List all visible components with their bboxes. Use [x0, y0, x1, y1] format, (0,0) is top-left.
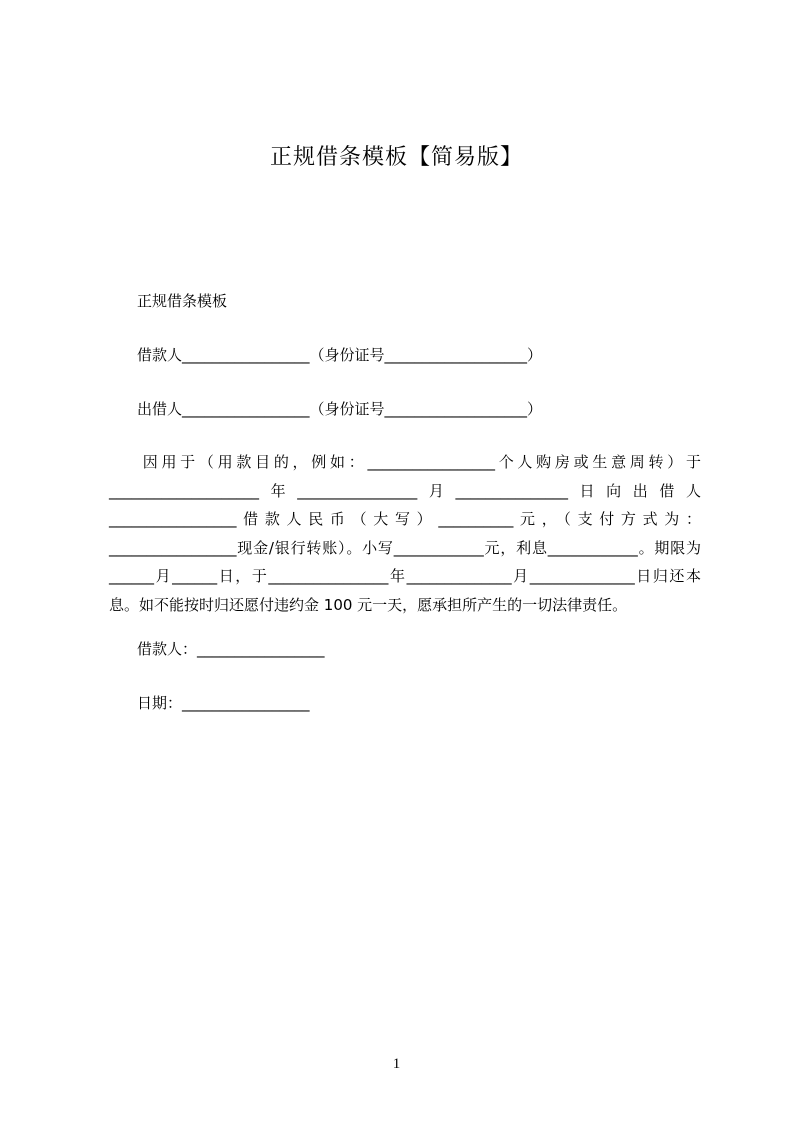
loan-terms-paragraph — [109, 448, 701, 619]
borrower-signature-line: 借款人：_________________ — [137, 640, 325, 658]
date-line: 日期：_________________ — [137, 694, 310, 712]
document-heading: 正规借条模板 — [137, 292, 228, 310]
document-title: 正规借条模板【简易版】 — [269, 145, 523, 170]
page-number: 1 — [392, 1056, 401, 1072]
borrower-line: 借款人_________________（身份证号___________________） — [137, 346, 543, 364]
lender-line: 出借人_________________（身份证号___________________） — [137, 400, 543, 418]
loan-terms-text: 因用于（用款目的，例如：_________________个人购房或生意周转）于____________________年________________月_______________日向出借人_________________借款人民币（大写）__________元，（支付方式为：_________________现金/银行转账）。小写____________元，利息____________。期限为______月______日，于________________年______________月______________日归还本息。如不能按时归还愿付违约金 100 元一天，愿承担所产生的一切法律责任。 — [109, 453, 701, 614]
